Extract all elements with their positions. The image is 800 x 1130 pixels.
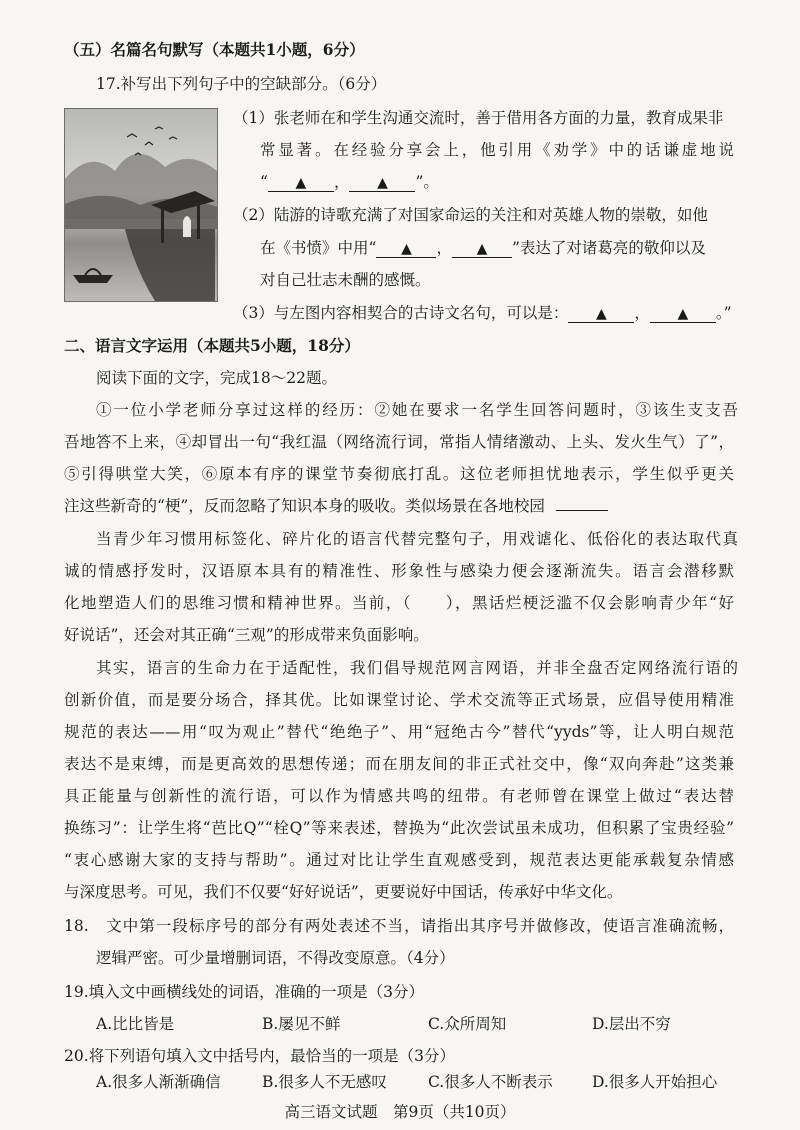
q17-s1-line2: 常显著。在经验分享会上，他引用《劝学》中的话谦虚地说 [260,141,734,159]
triangle-mark-icon: ▲ [401,241,412,257]
quote-close: ” [511,239,520,257]
quote-close: ” [415,173,424,191]
q17-stem: 17.补写出下列句子中的空缺部分。（6分） [96,75,387,93]
q17-s2-line2 [260,236,706,258]
q19-option-a[interactable]: A.比比皆是 [96,1015,175,1033]
q18-line2: 逻辑严密。可少量增删词语，不得改变原意。（4分） [96,949,455,967]
q18-line1: 18. 文中第一段标序号的部分有两处表述不当，请指出其序号并做修改，使语言准确流畅， [64,917,734,935]
ink-painting-illustration [64,108,218,302]
q20-option-b[interactable]: B.很多人不无感叹 [262,1073,387,1091]
paragraph3-line4: 表达不是束缚，而是更高效的思想传递；而在朋友间的非正式社交中，像“双向奔赴”这类兼 [64,755,734,773]
q20-option-d[interactable]: D.很多人开始担心 [592,1073,718,1091]
comma: ， [333,173,350,191]
q17-s2-line3: 对自己壮志未酬的感慨。 [260,271,431,289]
q17-s2-line1: （2）陆游的诗歌充满了对国家命运的关注和对英雄人物的崇敬，如他 [233,206,708,224]
paragraph3-line6: 换练习”：让学生将“芭比Q”“栓Q”等来表述，替换为“此次尝试虽未成功，但积累了宝贵经验” [64,819,734,837]
q17-s3 [233,301,732,323]
q17-s2-text-b: 表达了对诸葛亮的敬仰以及 [519,239,706,257]
answer-blank-4[interactable] [452,239,512,258]
q19-stem: 19.填入文中画横线处的词语，准确的一项是（3分） [64,983,425,1001]
q17-s3-text: （3）与左图内容相契合的古诗文名句，可以是： [233,304,569,322]
paragraph3-line7: “衷心感谢大家的支持与帮助”。通过对比让学生直观感受到，规范表达更能承载复杂情感 [64,851,734,869]
paragraph3-line2: 创新价值，而是要分场合，择其优。比如课堂讨论、学术交流等正式场景，应倡导使用精准 [64,691,734,709]
section2-title: 二、语言文字运用（本题共5小题，18分） [64,336,360,355]
paragraph3-line5: 具正能量与创新性的流行语，可以作为情感共鸣的纽带。有老师曾在课堂上做过“表达替 [64,787,734,805]
paragraph3-line8: 与深度思考。可见，我们不仅要“好好说话”，更要说好中国话，传承好中华文化。 [64,883,623,901]
ink-painting-icon [65,109,217,301]
triangle-mark-icon: ▲ [476,241,488,257]
quote-close: 。” [715,304,732,322]
q20-stem: 20.将下列语句填入文中括号内，最恰当的一项是（3分） [64,1047,456,1065]
paragraph1-line3: ⑤引得哄堂大笑，⑥原本有序的课堂节奏彻底打乱。这位老师担忧地表示，学生似乎更关 [64,465,734,483]
q17-s1-line1: （1）张老师在和学生沟通交流时，善于借用各方面的力量，教育成果非 [233,109,724,127]
section5-title: （五）名篇名句默写（本题共1小题，6分） [64,40,365,59]
q17-s1-blanks [260,170,439,192]
quote-open: “ [368,239,377,257]
comma: ， [436,239,452,257]
paragraph2-line1: 当青少年习惯用标签化、碎片化的语言代替完整句子，用戏谑化、低俗化的表达取代真 [96,530,738,548]
passage-intro: 阅读下面的文字，完成18～22题。 [96,369,337,387]
answer-blank-2[interactable] [349,173,415,192]
paragraph3-line3: 规范的表达——用“叹为观止”替代“绝绝子”、用“冠绝古今”替代“yyds”等，让人明白规范 [64,723,734,741]
triangle-mark-icon: ▲ [595,306,607,322]
page-footer: 高三语文试题 第9页（共10页） [284,1103,516,1121]
answer-blank-1[interactable] [268,173,334,192]
triangle-mark-icon: ▲ [295,175,307,191]
paragraph2-line2: 诚的情感抒发时，汉语原本具有的精准性、形象性与感染力便会逐渐流失。语言会潜移默 [64,562,734,580]
q19-option-b[interactable]: B.屡见不鲜 [262,1015,341,1033]
q17-s2-text-a: 在《书愤》中用 [260,239,369,257]
q19-option-d[interactable]: D.层出不穷 [592,1015,671,1033]
period: 。 [423,173,439,191]
q20-option-a[interactable]: A.很多人渐渐确信 [96,1073,221,1091]
q19-option-c[interactable]: C.众所周知 [428,1015,507,1033]
answer-blank-5[interactable] [568,304,634,323]
fill-in-blank-underline[interactable] [556,510,608,511]
q20-option-c[interactable]: C.很多人不断表示 [428,1073,553,1091]
paragraph2-line3: 化地塑造人们的思维习惯和精神世界。当前，（ ），黑话烂梗泛滥不仅会影响青少年“好 [64,594,734,612]
answer-blank-6[interactable] [650,304,716,323]
answer-blank-3[interactable] [376,239,436,258]
paragraph1-line2: 吾地答不上来，④却冒出一句“我红温（网络流行词，常指人情绪激动、上头、发火生气）了”， [64,433,734,451]
paragraph3-line1: 其实，语言的生命力在于适配性，我们倡导规范网言网语，并非全盘否定网络流行语的 [96,659,738,677]
paragraph1-line4 [64,494,608,516]
paragraph2-line4: 好说话”，还会对其正确“三观”的形成带来负面影响。 [64,626,429,644]
paragraph1-line4-text: 注这些新奇的“梗”，反而忽略了知识本身的吸收。类似场景在各地校园 [64,497,545,515]
paragraph1-line1: ①一位小学老师分享过这样的经历：②她在要求一名学生回答问题时，③该生支支吾 [96,401,738,419]
triangle-mark-icon: ▲ [677,306,689,322]
triangle-mark-icon: ▲ [377,175,388,191]
comma: ， [634,304,650,322]
quote-open: “ [260,173,268,191]
